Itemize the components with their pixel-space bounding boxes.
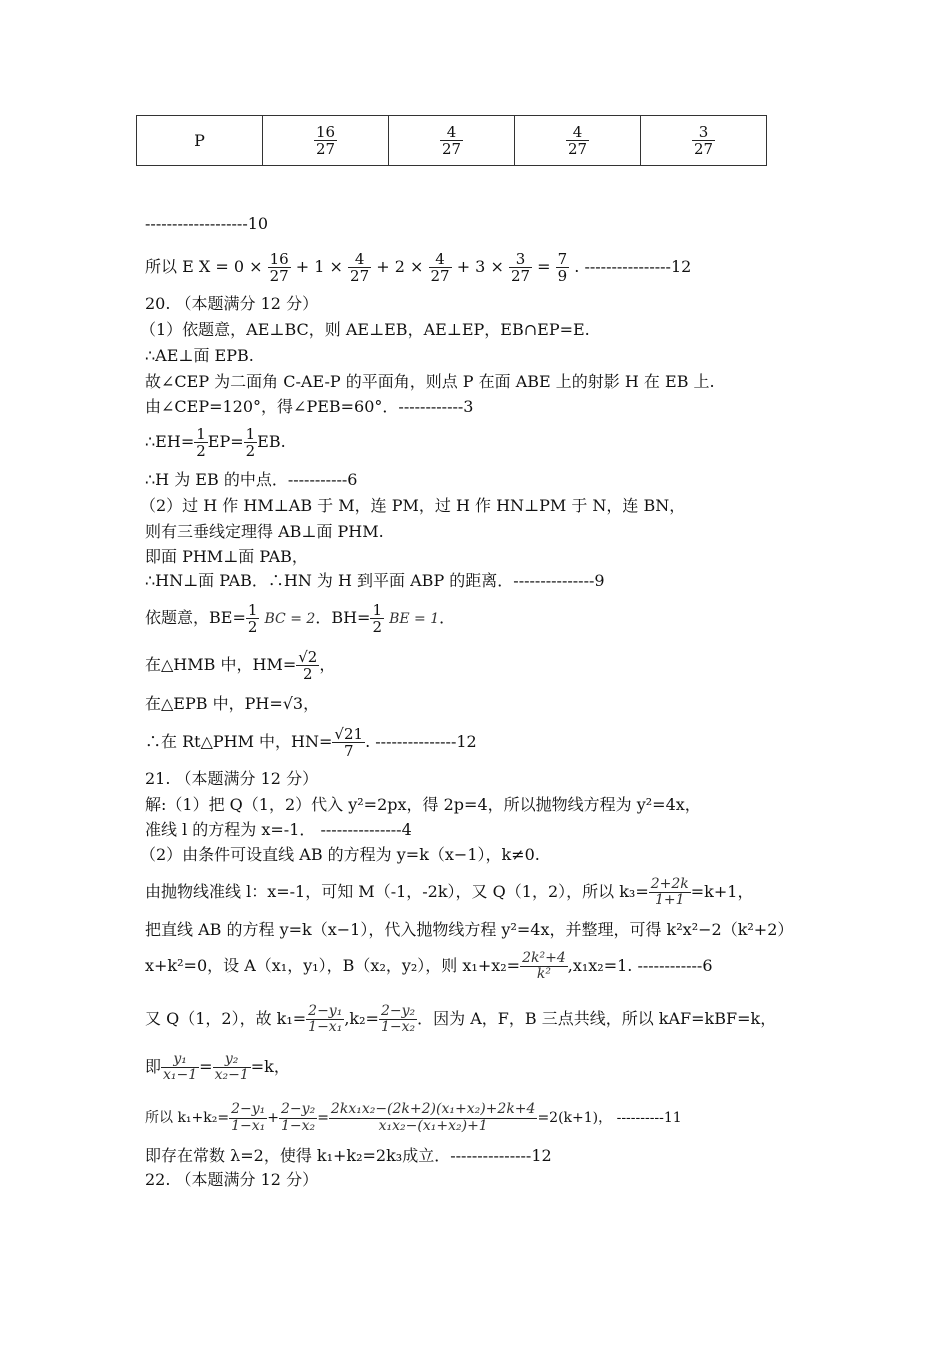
q20-line-5: ∴EH= $\frac{1}{2}$ EP= $\frac{1}{2}$ EB. [145,424,286,460]
q20-line-12: 在△HMB 中，HM= $\frac{√2}{2}$ ， [145,647,336,683]
fraction: $\frac{3}{27}$ [693,122,714,158]
q20-line-13: 在△EPB 中，PH=√3， [145,694,320,713]
q21-header: 21. （本题满分 12 分） [145,769,319,788]
q21-line-9: 所以 k₁+k₂= $\frac{\text{2−y₁}}{\text{1−x₁}}$ + $\frac{\text{2−y₂}}{\text{1−x₂}}$ = $\frac{\text{2kx₁x₂−(2k+2)(x₁+x₂)+2k+4}}{\text{x₁x₂−(x₁+x₂)+1}}$ =2(k+1)， ----------11 [145,1101,682,1134]
fraction: $\frac{\text{y₂}}{\text{x₂−1}}$ [214,1050,249,1083]
q21-line-1: 解:（1）把 Q（1，2）代入 y²=2px，得 2p=4，所以抛物线方程为 y²=4x， [145,795,701,814]
fraction: $\frac{√2}{2}$ [298,647,318,683]
q21-line-3: （2）由条件可设直线 AB 的方程为 y=k（x−1），k≠0. [140,845,540,864]
fraction: $\frac{1}{2}$ [196,424,206,460]
q21-line-4: 由抛物线准线 l：x=-1，可知 M（-1，-2k），又 Q（1，2），所以 k₃= $\frac{2+2k}{1+1}$ =k+1， [145,875,754,908]
fraction: $\frac{\text{2−y₁}}{\text{1−x₁}}$ [231,1101,266,1134]
fraction: $\frac{4}{27}$ [350,249,370,285]
table-cell [263,116,389,166]
q20-line-11: 依题意，BE= $\frac{1}{2}$ BC = 2．BH= $\frac{1}{2}$ BE = 1． [145,600,456,636]
fraction: $\frac{√21}{7}$ [334,724,364,760]
expectation-line: 所以 E X = 0 × $\frac{16}{27}$ + 1 × $\frac{4}{27}$ + 2 × $\frac{4}{27}$ + 3 × $\frac{3}{27}$ = $\frac{7}{9}$ . ----------------12 [145,249,692,285]
q21-line-5: 把直线 AB 的方程 y=k（x−1），代入抛物线方程 y²=4x，并整理，可得 k²x²−2（k²+2） [145,920,794,939]
q20-line-4: 由∠CEP=120°，得∠PEB=60°．------------3 [145,397,474,416]
table-row-label: P [137,116,263,166]
q20-line-7: （2）过 H 作 HM⊥AB 于 M，连 PM，过 H 作 HN⊥PM 于 N，连 BN， [140,496,686,515]
table-row [137,116,767,166]
fraction: $\frac{3}{27}$ [510,249,531,285]
fraction: $\frac{\text{2k²+4}}{\text{k²}}$ [522,949,566,982]
fraction: $\frac{\text{y₁}}{\text{x₁−1}}$ [163,1050,198,1083]
q20-header: 20. （本题满分 12 分） [145,294,319,313]
fraction: $\frac{1}{2}$ [372,600,382,636]
score-marker: -------------------10 [145,214,269,233]
fraction: $\frac{1}{2}$ [247,600,258,636]
probability-table [136,115,767,166]
fraction: $\frac{\text{2kx₁x₂−(2k+2)(x₁+x₂)+2k+4}}{\text{x₁x₂−(x₁+x₂)+1}}$ [330,1101,536,1134]
q20-line-9: 即面 PHM⊥面 PAB， [145,547,308,566]
fraction: $\frac{16}{27}$ [315,122,336,158]
q22-header: 22. （本题满分 12 分） [145,1170,319,1189]
q21-line-6: x+k²=0，设 A（x₁，y₁），B（x₂，y₂），则 x₁+x₂= $\frac{\text{2k²+4}}{\text{k²}}$ ,x₁x₂=1. ------------6 [145,949,713,982]
fraction: $\frac{\text{2−y₂}}{\text{1−x₂}}$ [281,1101,316,1134]
q20-line-6: ∴H 为 EB 的中点．-----------6 [145,470,358,489]
fraction: $\frac{4}{27}$ [567,122,588,158]
fraction: $\frac{\text{2−y₂}}{\text{1−x₂}}$ [380,1002,416,1035]
fraction: $\frac{2+2k}{1+1}$ [650,875,689,908]
q21-line-7: 又 Q（1，2），故 k₁= $\frac{\text{2−y₁}}{\text{1−x₁}}$ ,k₂= $\frac{\text{2−y₂}}{\text{1−x₂}}$ ．因为 A，F，B 三点共线，所以 kAF=kBF=k， [145,1002,777,1035]
fraction: $\frac{4}{27}$ [441,122,462,158]
q21-line-8: 即 $\frac{\text{y₁}}{\text{x₁−1}}$ = $\frac{\text{y₂}}{\text{x₂−1}}$ =k， [145,1050,290,1083]
q20-line-1: （1）依题意，AE⊥BC，则 AE⊥EB，AE⊥EP，EB∩EP=E. [140,320,590,339]
q20-line-10: ∴HN⊥面 PAB．∴HN 为 H 到平面 ABP 的距离．---------------9 [145,571,605,590]
fraction: $\frac{1}{2}$ [245,424,256,460]
q20-line-8: 则有三垂线定理得 AB⊥面 PHM. [145,522,384,541]
q20-line-3: 故∠CEP 为二面角 C-AE-P 的平面角，则点 P 在面 ABE 上的射影 H 在 EB 上. [145,372,715,391]
fraction: $\frac{\text{2−y₁}}{\text{1−x₁}}$ [308,1002,343,1035]
q21-line-2: 准线 l 的方程为 x=-1． ---------------4 [145,820,412,839]
table-cell [515,116,641,166]
fraction: $\frac{4}{27}$ [430,249,450,285]
fraction: $\frac{7}{9}$ [557,249,568,285]
q20-line-14: ∴在 Rt△PHM 中，HN= $\frac{√21}{7}$ . ---------------12 [145,724,477,760]
table-cell [389,116,515,166]
q20-line-2: ∴AE⊥面 EPB. [145,346,254,365]
q21-line-10: 即存在常数 λ=2，使得 k₁+k₂=2k₃成立．---------------12 [145,1146,552,1165]
table-cell [641,116,767,166]
fraction: $\frac{16}{27}$ [269,249,289,285]
